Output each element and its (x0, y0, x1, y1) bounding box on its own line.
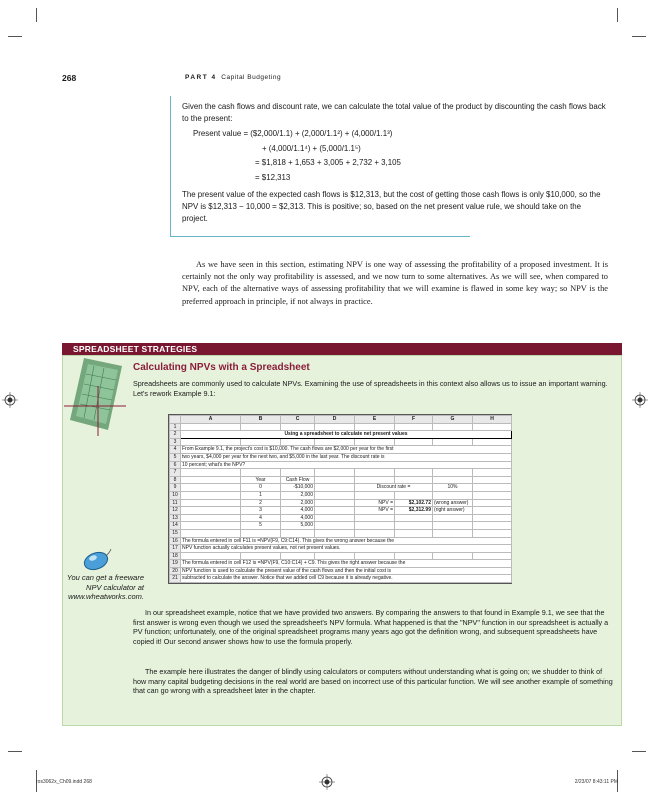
page-number: 268 (62, 73, 77, 83)
example-intro: Given the cash flows and discount rate, we can calculate the total value of the product by discounting the cash flows back to the present: (182, 102, 606, 123)
column-header: A (181, 416, 241, 424)
part-label: PART 4 (185, 74, 217, 81)
cash-flow-cell: 4,000 (281, 507, 315, 515)
table-row (170, 469, 512, 477)
table-row (170, 499, 512, 507)
column-header: E (355, 416, 395, 424)
crop-mark (8, 36, 22, 37)
sheet-cell: From Example 9.1, the project's cost is $10,000. The cash flows are $2,000 per year for the first (181, 446, 512, 454)
cash-flow-cell: 4,000 (281, 514, 315, 522)
sheet-cell: The formula entered in cell F12 is =NPV(F9, C10:C14) + C9. This gives the right answer because the (181, 560, 512, 568)
crop-mark (8, 751, 22, 752)
row-number: 6 (170, 461, 181, 469)
table-row (170, 491, 512, 499)
table-row (170, 529, 512, 537)
computer-mouse-icon (80, 548, 112, 572)
spreadsheet-strategies-paragraph-2: The example here illustrates the danger of blindly using calculators or computers without understanding what is going on; we shudder to think of how many capital budgeting decisions in the real world are based on incorrect use of this particular function. We will see another example of something that can go wrong with a spreadsheet later in the chapter. (133, 667, 613, 696)
table-row (170, 522, 512, 530)
table-row (170, 552, 512, 560)
column-header: F (395, 416, 433, 424)
equation-line-3: = $1,818 + 1,653 + 3,005 + 2,732 + 3,105 (255, 158, 401, 167)
table-row (170, 453, 512, 461)
row-number: 3 (170, 438, 181, 446)
sheet-cell: NPV function is used to calculate the present value of the cash flows and then the initial cost is (181, 567, 512, 575)
column-header: B (241, 416, 281, 424)
equation-line-1: Present value = ($2,000/1.1) + (2,000/1.1²) + (4,000/1.1³) (193, 129, 393, 138)
year-cell: 1 (241, 491, 281, 499)
discount-rate-value: 10% (433, 484, 473, 492)
cash-flow-cell: -$10,000 (281, 484, 315, 492)
row-number: 19 (170, 560, 181, 568)
sidebar-note: You can get a freeware NPV calculator at www.wheatworks.com. (66, 573, 144, 601)
row-number: 7 (170, 469, 181, 477)
discount-rate-label: Discount rate = (355, 484, 433, 492)
table-row (170, 423, 512, 431)
column-header: D (315, 416, 355, 424)
row-number: 13 (170, 514, 181, 522)
spreadsheet-strategies-paragraph-1: In our spreadsheet example, notice that we have provided two answers. By comparing the answers to that found in Example 9.1, we see that the first answer is wrong even though we used the spreadsheet's NPV formula. What happened is that the "NPV" function in our spreadsheet is actually a PV function; unfortunately, one of the original spreadsheet programs many years ago got the definition wrong, and subsequent spreadsheets have copied it! Our second answer shows how to use the formula properly. (133, 608, 609, 646)
row-number: 12 (170, 507, 181, 515)
cash-flow-cell: 2,000 (281, 499, 315, 507)
spreadsheet-graphic-icon (64, 356, 126, 436)
year-cell: 0 (241, 484, 281, 492)
crop-mark (632, 36, 646, 37)
table-row (170, 438, 512, 446)
table-row (170, 514, 512, 522)
sheet-cell: The formula entered in cell F11 is =NPV(F9, C9:C14). This gives the wrong answer because the (181, 537, 512, 545)
npv-label: NPV = (355, 507, 395, 515)
table-row (170, 484, 512, 492)
footer-file-name: ros3062x_Ch09.indd 268 (36, 779, 92, 785)
crop-mark (617, 8, 618, 22)
year-header: Year (241, 476, 281, 484)
column-header-row (170, 416, 512, 424)
row-number: 15 (170, 529, 181, 537)
registration-mark-icon (319, 774, 335, 790)
row-number: 8 (170, 476, 181, 484)
column-header: C (281, 416, 315, 424)
part-title: Capital Budgeting (221, 74, 282, 81)
cash-flow-header: Cash Flow (281, 476, 315, 484)
example-conclusion: The present value of the expected cash flows is $12,313, but the cost of getting those cash flows is only $10,000, so the NPV is $12,313 − 10,000 = $2,313. This is positive; so, based on the net present value rule, we should take on the project. (182, 190, 601, 223)
footer-timestamp: 2/23/07 8:43:11 PM (574, 779, 618, 785)
npv-label: NPV = (355, 499, 395, 507)
row-number: 5 (170, 453, 181, 461)
table-row (170, 567, 512, 575)
registration-mark-icon (2, 392, 18, 408)
registration-mark-icon (632, 392, 648, 408)
sheet-cell: NPV function actually calculates present values, not net present values. (181, 545, 512, 553)
sheet-cell: 10 percent; what's the NPV? (181, 461, 512, 469)
row-number: 18 (170, 552, 181, 560)
npv-wrong-note: (wrong answer) (433, 499, 473, 507)
table-row (170, 507, 512, 515)
crop-mark (36, 8, 37, 22)
row-number: 9 (170, 484, 181, 492)
table-row (170, 431, 512, 439)
table-row (170, 545, 512, 553)
crop-mark (632, 751, 646, 752)
spreadsheet (168, 414, 512, 584)
year-cell: 2 (241, 499, 281, 507)
row-number: 20 (170, 567, 181, 575)
column-header: H (473, 416, 512, 424)
npv-right-value: $2,312.99 (395, 507, 433, 515)
table-row (170, 461, 512, 469)
sheet-cell: two years, $4,000 per year for the next two, and $5,000 in the last year. The discount rate is (181, 453, 512, 461)
table-row (170, 560, 512, 568)
example-rule-horizontal (170, 236, 470, 237)
body-paragraph: As we have seen in this section, estimating NPV is one way of assessing the profitability of a proposed investment. It is certainly not the only way profitability is assessed, and we now turn to some alternatives. As we will see, when compared to NPV, each of the alternative ways of assessing profitability that we will examine is flawed in some key way; so NPV is the preferred approach in principle, if not always in practice. (182, 260, 608, 306)
row-number: 21 (170, 575, 181, 583)
sheet-title: Using a spreadsheet to calculate net present values (181, 431, 512, 439)
spreadsheet-strategies-heading: Calculating NPVs with a Spreadsheet (133, 362, 310, 373)
row-number: 17 (170, 545, 181, 553)
table-row (170, 575, 512, 583)
row-number: 14 (170, 522, 181, 530)
table-row (170, 537, 512, 545)
spreadsheet-strategies-intro: Spreadsheets are commonly used to calculate NPVs. Examining the use of spreadsheets in this context also allows us to issue an important warning. Let's rework Example 9.1: (133, 379, 608, 398)
cash-flow-cell: 2,000 (281, 491, 315, 499)
row-number: 10 (170, 491, 181, 499)
table-row (170, 476, 512, 484)
sheet-cell: subtracted to calculate the answer. Notice that we added cell C9 because it is already negative. (181, 575, 512, 583)
npv-right-note: (right answer) (433, 507, 473, 515)
year-cell: 4 (241, 514, 281, 522)
row-number: 2 (170, 431, 181, 439)
npv-wrong-value: $2,102.72 (395, 499, 433, 507)
corner-cell (170, 416, 181, 424)
cash-flow-cell: 5,000 (281, 522, 315, 530)
row-number: 1 (170, 423, 181, 431)
equation-line-4: = $12,313 (255, 173, 291, 182)
example-rule-vertical (170, 96, 171, 236)
row-number: 4 (170, 446, 181, 454)
column-header: G (433, 416, 473, 424)
equation-line-2: + (4,000/1.1⁴) + (5,000/1.1⁵) (262, 144, 361, 153)
table-row (170, 446, 512, 454)
spreadsheet-strategies-title: SPREADSHEET STRATEGIES (73, 344, 198, 354)
year-cell: 3 (241, 507, 281, 515)
year-cell: 5 (241, 522, 281, 530)
row-number: 16 (170, 537, 181, 545)
running-head (185, 74, 281, 81)
row-number: 11 (170, 499, 181, 507)
spreadsheet-table (169, 415, 512, 583)
